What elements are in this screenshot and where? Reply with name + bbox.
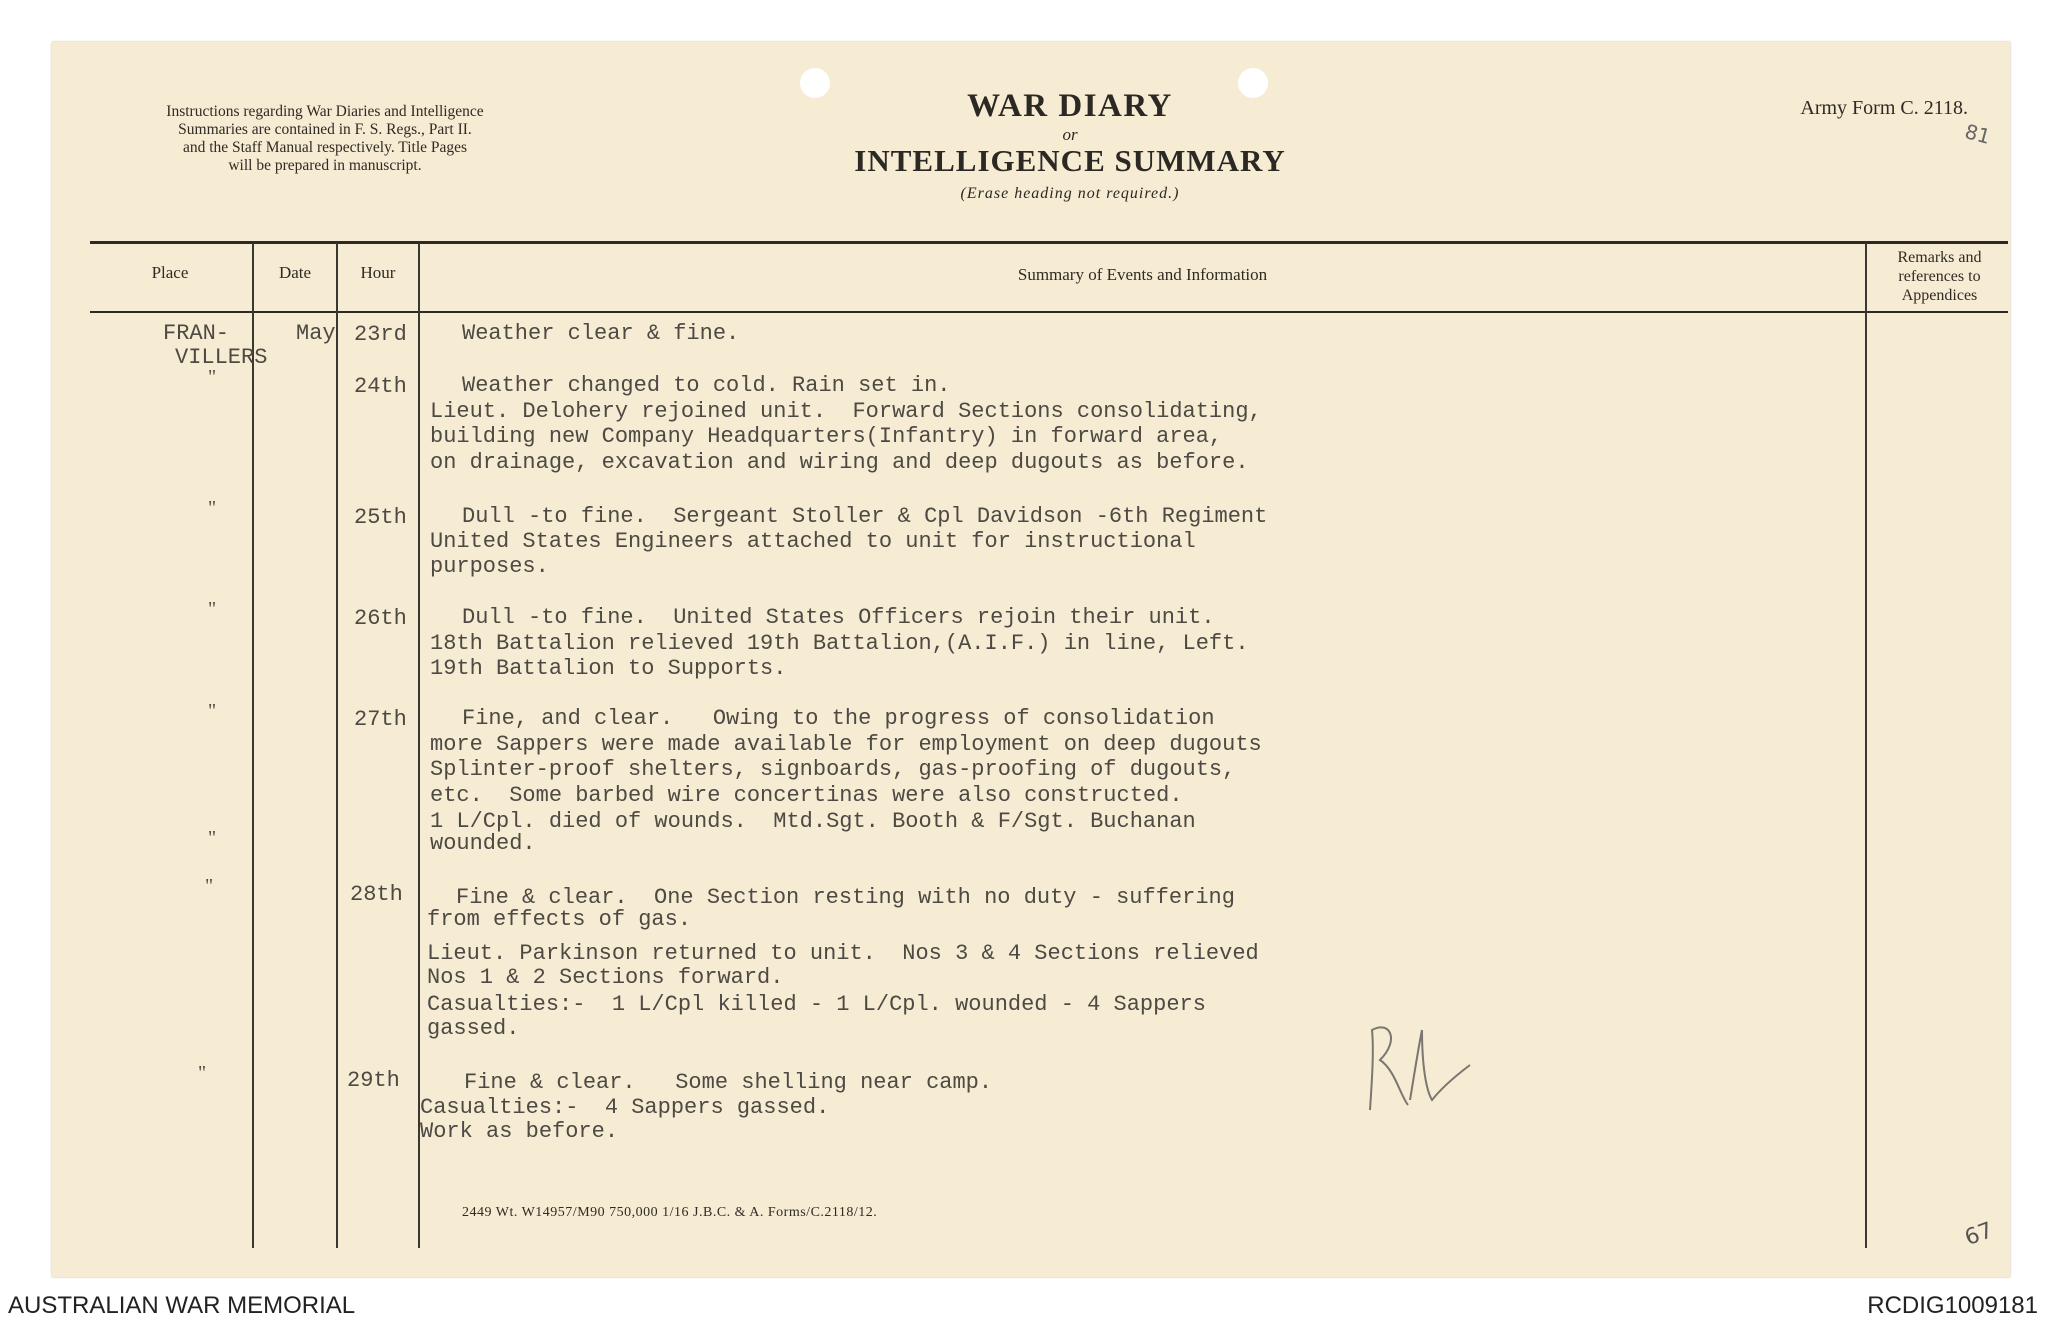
entry-line: Work as before. [420, 1119, 619, 1144]
entry-line: wounded. [430, 831, 536, 856]
entry-line: 1 L/Cpl. died of wounds. Mtd.Sgt. Booth & F/Sgt. Buchanan [430, 809, 1196, 834]
instructions-line: and the Staff Manual respectively. Title Pages [182, 139, 468, 156]
entry-line: gassed. [427, 1016, 520, 1041]
day-cell: 25th [354, 505, 407, 530]
entry-line: on drainage, excavation and wiring and deep dugouts as before. [430, 450, 1249, 475]
column-header-date: Date [278, 263, 312, 282]
column-header-summary: Summary of Events and Information [1017, 265, 1268, 284]
remarks-header-line: Appendices [1901, 287, 1978, 304]
entry-line: 19th Battalion to Supports. [430, 656, 787, 681]
day-cell: 26th [354, 606, 407, 631]
footer-archive-name: AUSTRALIAN WAR MEMORIAL [8, 1292, 356, 1319]
title-war-diary: WAR DIARY [967, 88, 1173, 124]
entry-line: Lieut. Parkinson returned to unit. Nos 3 & 4 Sections relieved [427, 941, 1259, 966]
entry-line: Fine, and clear. Owing to the progress of consolidation [462, 706, 1215, 731]
entry-line: Splinter-proof shelters, signboards, gas-proofing of dugouts, [430, 757, 1236, 782]
title-note: (Erase heading not required.) [960, 185, 1180, 202]
entry-line: Nos 1 & 2 Sections forward. [427, 965, 784, 990]
entry-line: more Sappers were made available for employment on deep dugouts [430, 732, 1262, 757]
diary-page [52, 42, 2010, 1277]
remarks-header-line: Remarks and [1897, 249, 1982, 266]
entry-line: building new Company Headquarters(Infantry) in forward area, [430, 424, 1223, 449]
place-cell: FRAN- [163, 321, 230, 346]
header-rule [90, 241, 2008, 244]
day-cell: 24th [354, 374, 407, 399]
column-header-hour: Hour [360, 263, 396, 282]
entry-line: Dull -to fine. United States Officers rejoin their unit. [462, 605, 1215, 630]
entry-line: Casualties:- 4 Sappers gassed. [420, 1095, 830, 1120]
ditto-mark: " [208, 598, 217, 620]
ditto-mark: " [205, 875, 214, 897]
entry-line: Lieut. Delohery rejoined unit. Forward Sections consolidating, [430, 399, 1262, 424]
form-title [760, 88, 1380, 203]
column-divider [252, 243, 254, 1248]
instructions-line: Instructions regarding War Diaries and Intelligence [166, 103, 484, 120]
date-cell: May [296, 321, 336, 346]
army-form-number: Army Form C. 2118. [1800, 97, 1968, 119]
ditto-mark: " [208, 827, 217, 849]
day-cell: 29th [347, 1068, 400, 1093]
column-header-place: Place [151, 263, 189, 282]
place-cell: VILLERS [175, 345, 268, 370]
entry-line: Casualties:- 1 L/Cpl killed - 1 L/Cpl. wounded - 4 Sappers [427, 992, 1206, 1017]
pencil-folio-number: 67 [1961, 1217, 1997, 1252]
instructions-block [90, 103, 560, 175]
ditto-mark: " [208, 497, 217, 519]
column-divider [1865, 243, 1867, 1248]
entry-line: 18th Battalion relieved 19th Battalion,(A.I.F.) in line, Left. [430, 631, 1249, 656]
entry-line: Weather clear & fine. [462, 321, 740, 346]
entry-line: United States Engineers attached to unit for instructional [430, 529, 1196, 554]
entry-line: Fine & clear. Some shelling near camp. [464, 1070, 993, 1095]
entry-line: Dull -to fine. Sergeant Stoller & Cpl Davidson -6th Regiment [462, 504, 1268, 529]
instructions-line: Summaries are contained in F. S. Regs., Part II. [178, 121, 472, 138]
column-divider [336, 243, 338, 1248]
day-cell: 27th [354, 707, 407, 732]
column-header-rule [90, 311, 2008, 313]
entry-line: from effects of gas. [427, 907, 692, 932]
footer-record-id: RCDIG1009181 [1867, 1292, 2038, 1319]
title-intelligence-summary: INTELLIGENCE SUMMARY [854, 143, 1286, 178]
column-header-remarks [1867, 248, 2012, 305]
entry-line: etc. Some barbed wire concertinas were also constructed. [430, 783, 1183, 808]
entry-line: purposes. [430, 554, 549, 579]
remarks-header-line: references to [1898, 268, 1981, 285]
ditto-mark: " [208, 700, 217, 722]
signature-initials [1360, 1010, 1480, 1120]
printer-line: 2449 Wt. W14957/M90 750,000 1/16 J.B.C. & A. Forms/C.2118/12. [462, 1205, 878, 1220]
pencil-page-number: 81 [1962, 119, 1994, 149]
title-or: or [1062, 125, 1078, 144]
day-cell: 23rd [354, 322, 407, 347]
ditto-mark: " [198, 1062, 207, 1084]
entry-line: Fine & clear. One Section resting with no duty - suffering [456, 885, 1235, 910]
instructions-line: will be prepared in manuscript. [228, 157, 422, 174]
entry-line: Weather changed to cold. Rain set in. [462, 373, 951, 398]
day-cell: 28th [350, 882, 403, 907]
ditto-mark: " [208, 366, 217, 388]
